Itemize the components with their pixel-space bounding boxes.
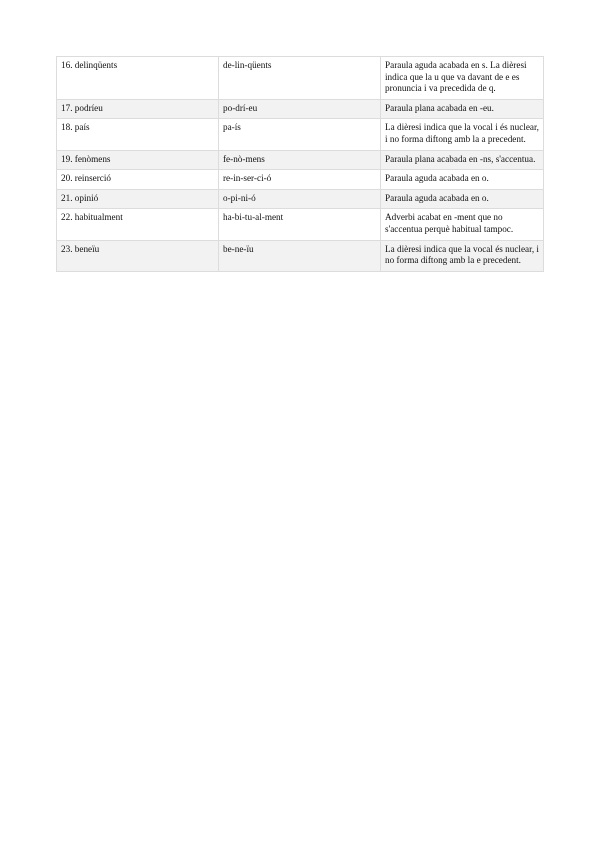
explanation-cell: Paraula aguda acabada en o.: [381, 170, 544, 190]
explanation-cell: La dièresi indica que la vocal i és nuclear, i no forma diftong amb la a precedent.: [381, 119, 544, 150]
word-cell: 19. fenòmens: [57, 150, 219, 170]
explanation-cell: Paraula aguda acabada en s. La dièresi indica que la u que va davant de e es pronuncia i va precedida de q.: [381, 57, 544, 100]
table-row: [57, 170, 544, 190]
table-row: [57, 189, 544, 209]
word-cell: 20. reinserció: [57, 170, 219, 190]
table-row: [57, 150, 544, 170]
explanation-cell: Paraula aguda acabada en o.: [381, 189, 544, 209]
explanation-cell: Paraula plana acabada en -eu.: [381, 99, 544, 119]
explanation-cell: La dièresi indica que la vocal és nuclear, i no forma diftong amb la e precedent.: [381, 240, 544, 271]
table-row: [57, 209, 544, 240]
word-cell: 17. podríeu: [57, 99, 219, 119]
syllables-cell: pa-ís: [219, 119, 381, 150]
word-cell: 23. beneïu: [57, 240, 219, 271]
table-row: [57, 119, 544, 150]
syllables-cell: o-pi-ni-ó: [219, 189, 381, 209]
syllables-cell: de-lin-qüents: [219, 57, 381, 100]
syllables-cell: be-ne-ïu: [219, 240, 381, 271]
syllables-cell: ha-bi-tu-al-ment: [219, 209, 381, 240]
table-row: [57, 240, 544, 271]
table-row: [57, 99, 544, 119]
syllables-cell: po-drí-eu: [219, 99, 381, 119]
syllables-cell: re-in-ser-ci-ó: [219, 170, 381, 190]
word-cell: 16. delinqüents: [57, 57, 219, 100]
syllables-cell: fe-nò-mens: [219, 150, 381, 170]
word-cell: 18. país: [57, 119, 219, 150]
word-cell: 22. habitualment: [57, 209, 219, 240]
explanation-cell: Adverbi acabat en -ment que no s'accentua perquè habitual tampoc.: [381, 209, 544, 240]
word-cell: 21. opinió: [57, 189, 219, 209]
table-row: [57, 57, 544, 100]
explanation-cell: Paraula plana acabada en -ns, s'accentua.: [381, 150, 544, 170]
word-analysis-table: [56, 56, 544, 272]
